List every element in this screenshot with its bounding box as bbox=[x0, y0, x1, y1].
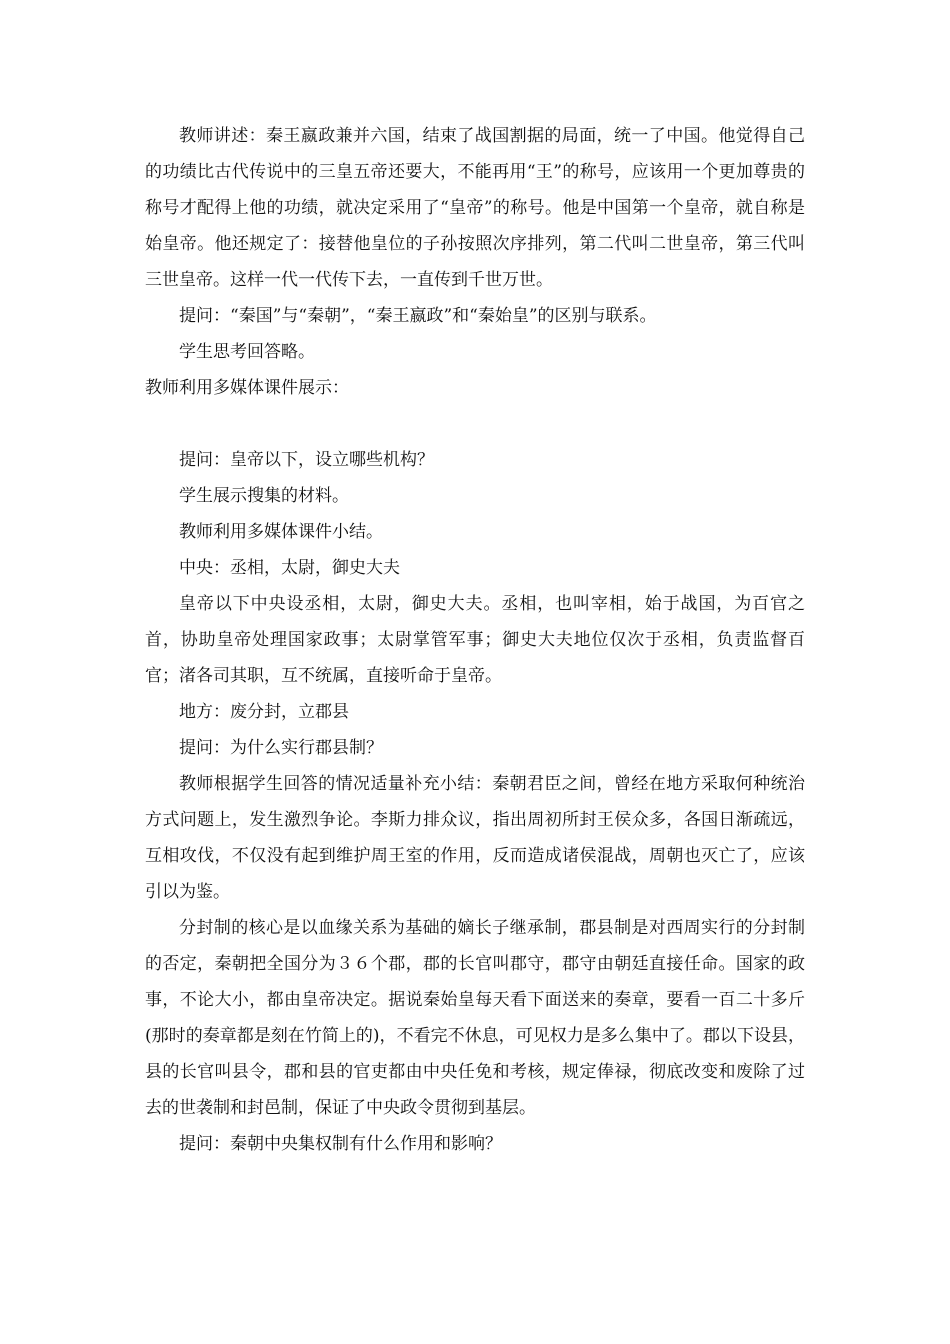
paragraph-central-officials: 中央：丞相，太尉，御史大夫 bbox=[179, 558, 400, 578]
paragraph-question-institutions: 提问：皇帝以下，设立哪些机构？ bbox=[179, 450, 434, 470]
paragraph-multimedia-summary: 教师利用多媒体课件小结。 bbox=[179, 522, 383, 542]
paragraph-multimedia-display: 教师利用多媒体课件展示： bbox=[145, 378, 349, 398]
paragraph-student-answer: 学生思考回答略。 bbox=[179, 342, 315, 362]
paragraph-student-materials: 学生展示搜集的材料。 bbox=[179, 486, 349, 506]
paragraph-question-qin-state: 提问：“秦国”与“秦朝”，“秦王嬴政”和“秦始皇”的区别与联系。 bbox=[179, 306, 657, 326]
blank-space bbox=[145, 406, 805, 442]
paragraph-local-system: 地方：废分封，立郡县 bbox=[179, 702, 349, 722]
paragraph-question-commandery: 提问：为什么实行郡县制？ bbox=[179, 738, 383, 758]
paragraph-question-centralization: 提问：秦朝中央集权制有什么作用和影响？ bbox=[179, 1134, 502, 1154]
document-page bbox=[145, 118, 805, 1162]
paragraph-central-description: 皇帝以下中央设丞相，太尉，御史大夫。丞相，也叫宰相，始于战国，为百官之首，协助皇帝处理国家政事；太尉掌管军事；御史大夫地位仅次于丞相，负责监督百官；渚各司其职，互不统属，直接听命于皇帝。 bbox=[145, 594, 805, 686]
paragraph-fengjian-vs-junxian: 分封制的核心是以血缘关系为基础的嫡长子继承制，郡县制是对西周实行的分封制的否定，秦朝把全国分为３６个郡，郡的长官叫郡守，郡守由朝廷直接任命。国家的政事，不论大小，都由皇帝决定。据说秦始皇每天看下面送来的奏章，要看一百二十多斤(那时的奏章都是刻在竹简上的)，不看完不休息，可见权力是多么集中了。郡以下设县，县的长官叫县令，郡和县的官吏都由中央任免和考核，规定俸禄，彻底改变和废除了过去的世袭制和封邑制，保证了中央政令贯彻到基层。 bbox=[145, 918, 805, 1118]
paragraph-teacher-supplement: 教师根据学生回答的情况适量补充小结：秦朝君臣之间，曾经在地方采取何种统治方式问题上，发生激烈争论。李斯力排众议，指出周初所封王侯众多，各国日渐疏远，互相攻伐，不仅没有起到维护周王室的作用，反而造成诸侯混战，周朝也灭亡了，应该引以为鉴。 bbox=[145, 774, 805, 902]
paragraph-teacher-narration: 教师讲述：秦王嬴政兼并六国，结束了战国割据的局面，统一了中国。他觉得自己的功绩比古代传说中的三皇五帝还要大，不能再用“王”的称号，应该用一个更加尊贵的称号才配得上他的功绩，就决定采用了“皇帝”的称号。他是中国第一个皇帝，就自称是始皇帝。他还规定了：接替他皇位的子孙按照次序排列，第二代叫二世皇帝，第三代叫三世皇帝。这样一代一代传下去，一直传到千世万世。 bbox=[145, 126, 805, 290]
